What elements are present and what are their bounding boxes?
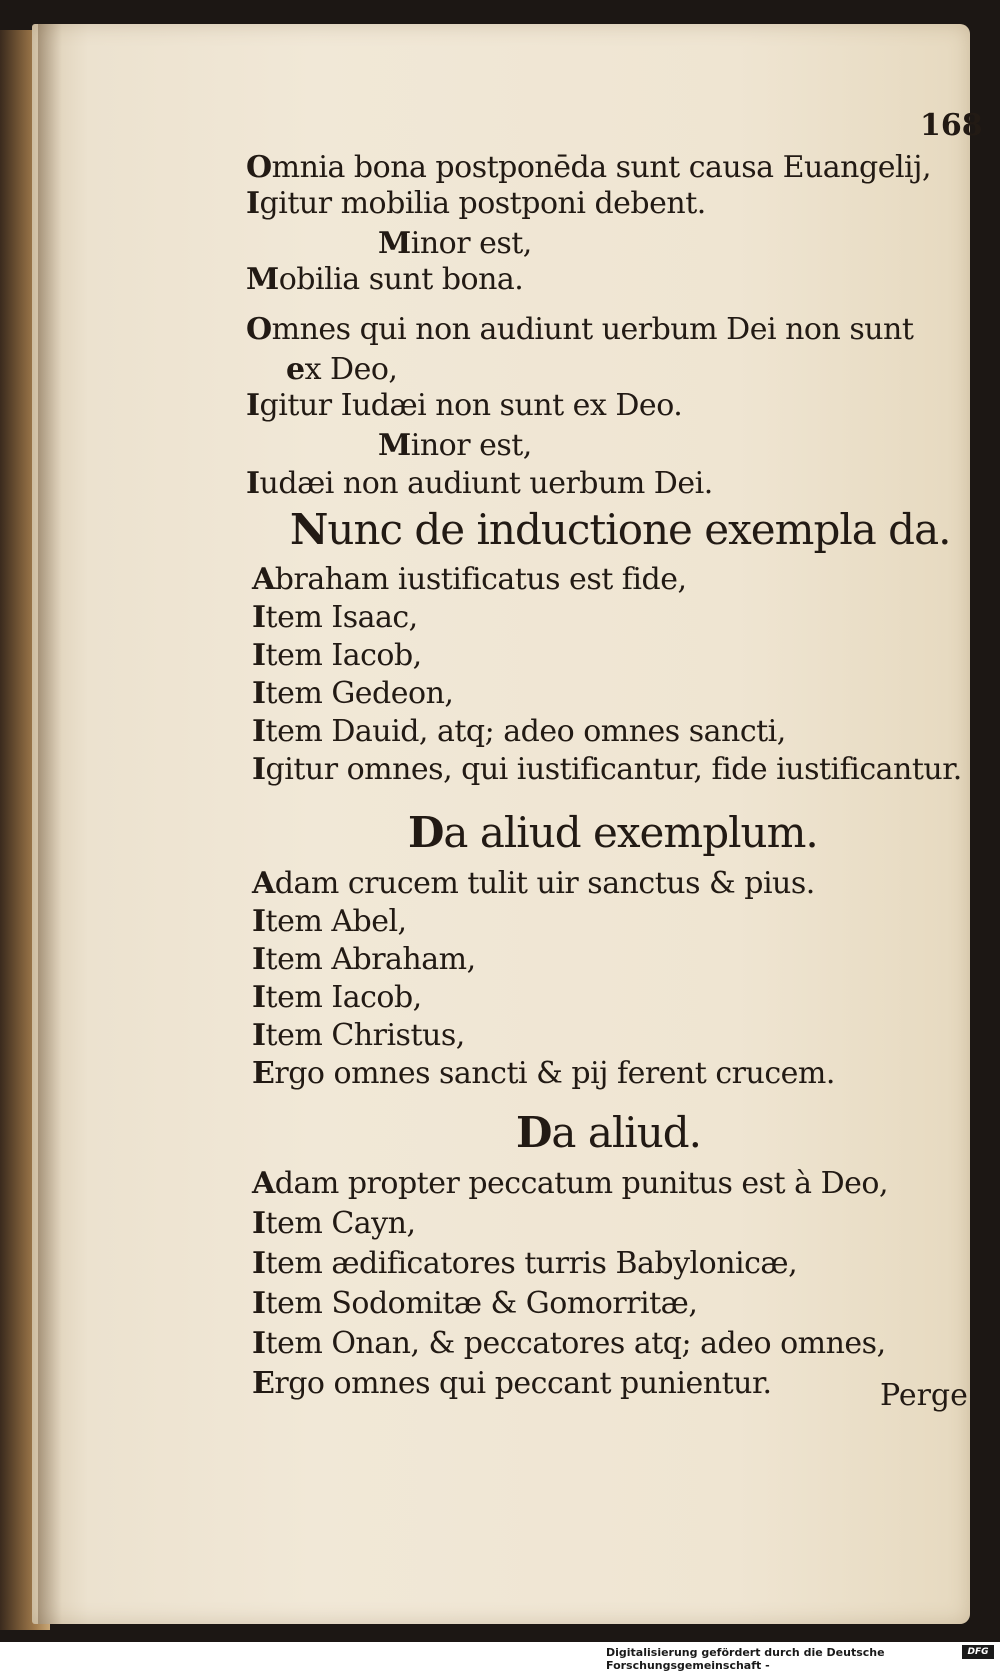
section-heading: Nunc de inductione exempla da. xyxy=(290,505,951,554)
text-line: ex Deo, xyxy=(286,352,398,387)
text-line: Item Onan, & peccatores atq; adeo omnes, xyxy=(252,1326,886,1361)
text-line: Omnes qui non audiunt uerbum Dei non sunt xyxy=(246,312,914,347)
catchword: Perge xyxy=(880,1378,968,1413)
digitization-footer xyxy=(0,1642,1000,1672)
text-line: Adam propter peccatum punitus est à Deo, xyxy=(252,1166,888,1201)
text-line: Item Iacob, xyxy=(252,980,422,1015)
text-line: Omnia bona postponēda sunt causa Euangelij, xyxy=(246,150,931,185)
text-line: Mobilia sunt bona. xyxy=(246,262,524,297)
text-line: Item Cayn, xyxy=(252,1206,416,1241)
text-line: Igitur omnes, qui iustificantur, fide iustificantur. xyxy=(252,752,962,787)
text-line: Minor est, xyxy=(378,428,532,463)
text-line: Item Dauid, atq; adeo omnes sancti, xyxy=(252,714,786,749)
text-line: Item Sodomitæ & Gomorritæ, xyxy=(252,1286,698,1321)
text-line: Item Abel, xyxy=(252,904,407,939)
dfg-logo: DFG xyxy=(962,1645,994,1659)
text-line: Igitur Iudæi non sunt ex Deo. xyxy=(246,388,683,423)
text-line: Item Iacob, xyxy=(252,638,422,673)
text-line: Iudæi non audiunt uerbum Dei. xyxy=(246,466,713,501)
text-line: Ergo omnes sancti & pij ferent crucem. xyxy=(252,1056,835,1091)
text-line: Item ædificatores turris Babylonicæ, xyxy=(252,1246,798,1281)
section-heading: Da aliud exemplum. xyxy=(408,808,818,857)
text-line: Item Christus, xyxy=(252,1018,465,1053)
page-number: 168 xyxy=(920,108,983,143)
footer-credit: Digitalisierung gefördert durch die Deutsche Forschungsgemeinschaft - xyxy=(606,1646,885,1672)
text-line: Minor est, xyxy=(378,226,532,261)
text-line: Item Isaac, xyxy=(252,600,418,635)
text-line: Abraham iustificatus est fide, xyxy=(252,562,687,597)
text-line: Item Gedeon, xyxy=(252,676,454,711)
text-line: Ergo omnes qui peccant punientur. xyxy=(252,1366,772,1401)
text-line: Adam crucem tulit uir sanctus & pius. xyxy=(252,866,815,901)
section-heading: Da aliud. xyxy=(516,1108,702,1157)
text-line: Item Abraham, xyxy=(252,942,476,977)
text-line: Igitur mobilia postponi debent. xyxy=(246,186,706,221)
